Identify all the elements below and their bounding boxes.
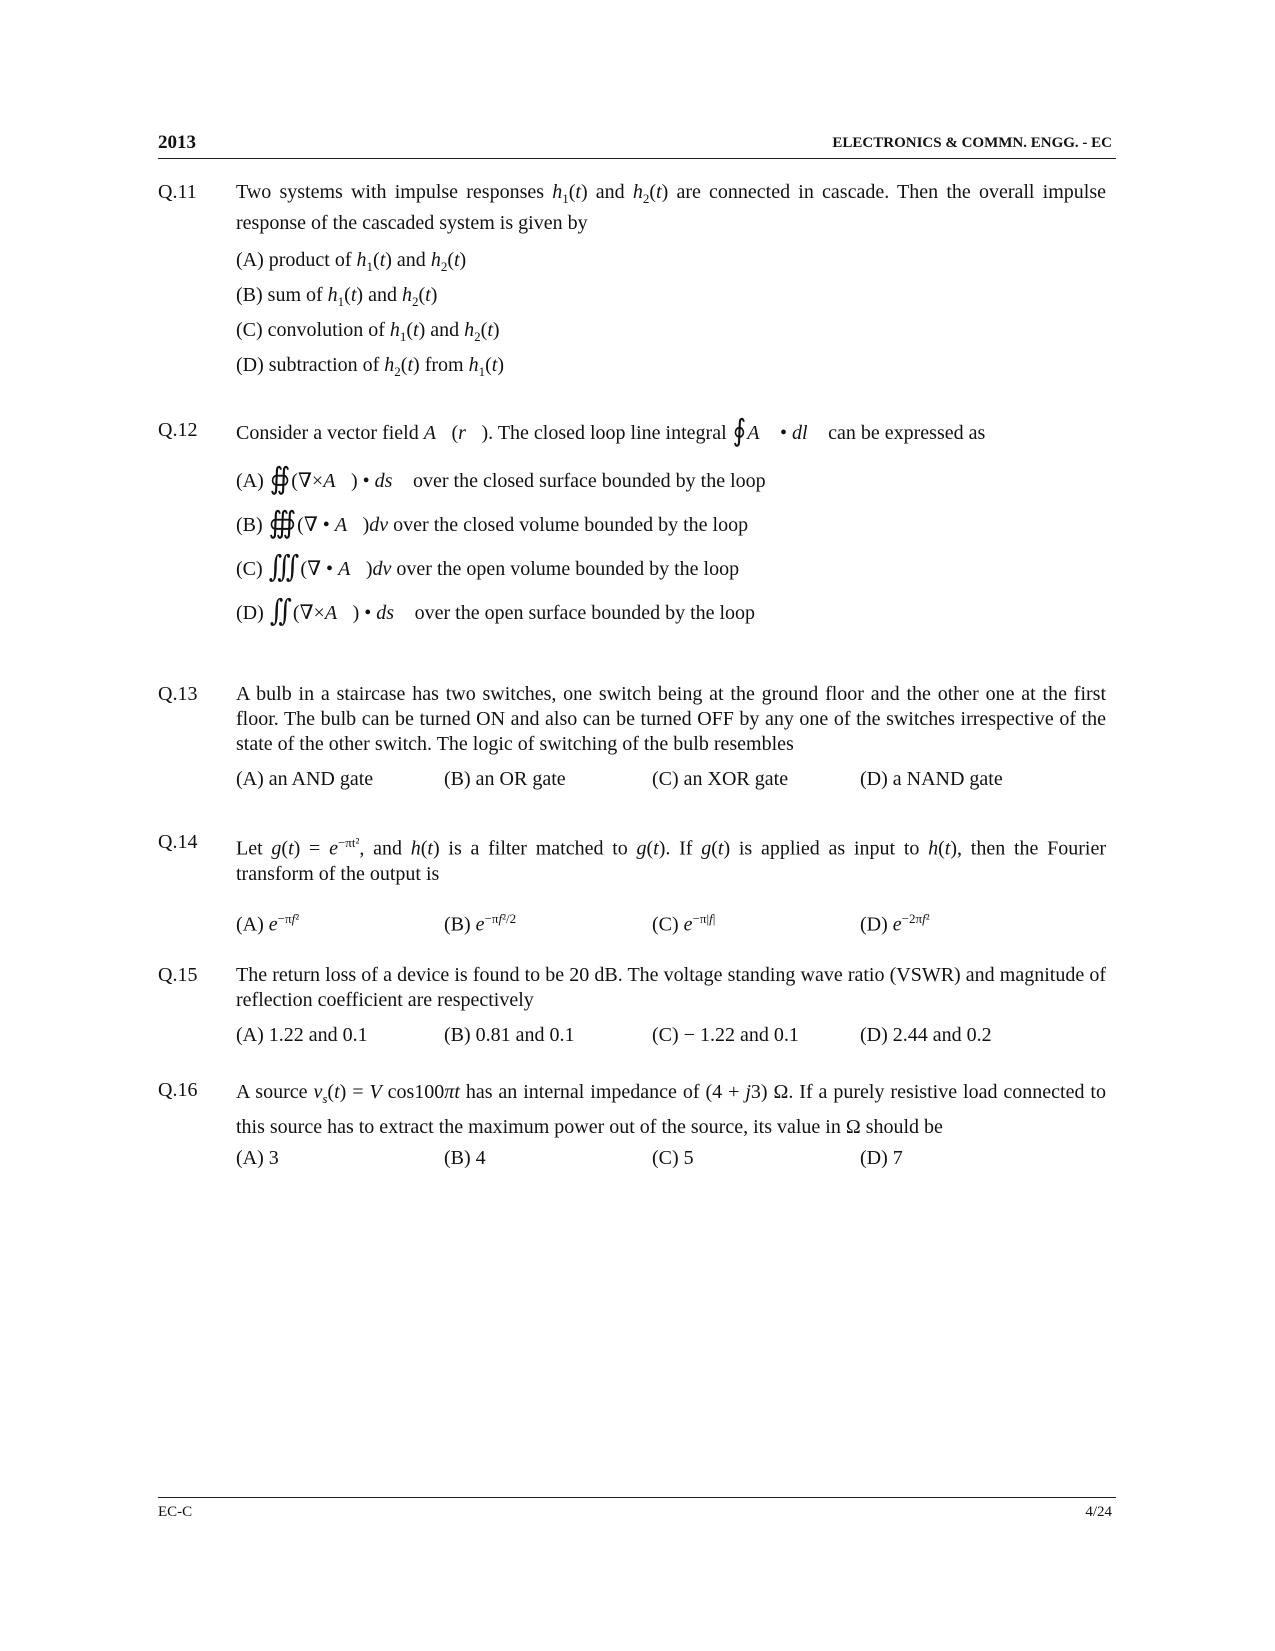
question-text: A source $v_s(t) = V$ cos100πt has an internal impedance of (4 + j3) Ω. If a purely resistive load connected to this source has to extract the maximum power out of the source, its value in Ω should be bbox=[236, 1081, 1106, 1138]
exam-subject: ELECTRONICS & COMMN. ENGG. - EC bbox=[832, 135, 1112, 151]
options bbox=[236, 461, 766, 642]
option-b[interactable]: (B) an OR gate bbox=[444, 768, 566, 790]
question-number: Q.15 bbox=[158, 964, 198, 986]
option-b[interactable]: (B) ∰(∇ • A⃗)dv over the closed volume bounded by the loop bbox=[236, 505, 749, 540]
option-c[interactable]: (C) 5 bbox=[652, 1147, 694, 1169]
question-number: Q.13 bbox=[158, 683, 198, 705]
question-number: Q.16 bbox=[158, 1079, 198, 1101]
option-c[interactable]: (C) $e^{-\pi|f|}$ bbox=[652, 911, 716, 936]
paper-code: EC-C bbox=[158, 1504, 193, 1520]
exam-year: 2013 bbox=[158, 132, 196, 153]
option-a[interactable]: (A) ∯(∇×A⃗) • ds⃗ over the closed surface bounded by the loop bbox=[236, 461, 766, 496]
option-a[interactable]: (A) $e^{-\pi f^2}$ bbox=[236, 911, 300, 936]
option-b[interactable]: (B) $e^{-\pi f^2/2}$ bbox=[444, 911, 517, 936]
question-text: Two systems with impulse responses $h_1(t)$ and $h_2(t)$ are connected in cascade. Then the overall impulse response of the cascaded system is given by bbox=[236, 181, 1106, 234]
option-a[interactable]: (A) 1.22 and 0.1 bbox=[236, 1024, 368, 1046]
page-footer bbox=[158, 1497, 1116, 1520]
question-number: Q.12 bbox=[158, 419, 198, 441]
option-a[interactable]: (A) 3 bbox=[236, 1147, 279, 1169]
question-number: Q.11 bbox=[158, 181, 197, 203]
option-d[interactable]: (D) 7 bbox=[860, 1147, 903, 1169]
option-c[interactable]: (C) an XOR gate bbox=[652, 768, 789, 790]
option-d[interactable]: (D) a NAND gate bbox=[860, 768, 1003, 790]
option-d[interactable]: (D) $e^{-2\pi f^2}$ bbox=[860, 911, 930, 936]
question-text: Let $g(t) = e^{-\pi t^2}$, and h(t) is a filter matched to g(t). If g(t) is applied as input to h(t), then the Fourier transform of the output is bbox=[236, 835, 1106, 885]
option-c[interactable]: (C) convolution of $h_1(t)$ and $h_2(t)$ bbox=[236, 319, 500, 344]
question-number: Q.14 bbox=[158, 831, 198, 853]
options bbox=[236, 1146, 1096, 1176]
option-c[interactable]: (C) ∭(∇ • A⃗)dv over the open volume bounded by the loop bbox=[236, 549, 740, 584]
options bbox=[236, 906, 1096, 936]
option-d[interactable]: (D) ∬(∇×A⃗) • ds⃗ over the open surface bounded by the loop bbox=[236, 593, 756, 628]
option-b[interactable]: (B) 4 bbox=[444, 1147, 486, 1169]
question-text: The return loss of a device is found to be 20 dB. The voltage standing wave ratio (VSWR) and magnitude of reflection coefficient are respectively bbox=[236, 964, 1106, 1011]
option-a[interactable]: (A) an AND gate bbox=[236, 768, 374, 790]
page-header bbox=[158, 128, 1116, 159]
option-b[interactable]: (B) 0.81 and 0.1 bbox=[444, 1024, 575, 1046]
option-b[interactable]: (B) sum of $h_1(t)$ and $h_2(t)$ bbox=[236, 284, 438, 309]
options bbox=[236, 1023, 1096, 1053]
option-d[interactable]: (D) subtraction of $h_2(t)$ from $h_1(t)$ bbox=[236, 354, 504, 379]
options bbox=[236, 248, 504, 388]
option-d[interactable]: (D) 2.44 and 0.2 bbox=[860, 1024, 992, 1046]
question-text: A bulb in a staircase has two switches, one switch being at the ground floor and the other one at the first floor. The bulb can be turned ON and also can be turned OFF by any one of the switches irrespective of the state of the other switch. The logic of switching of the bulb resembles bbox=[236, 683, 1106, 755]
question-text: Consider a vector field A⃗(r⃗). The closed loop line integral ∮A⃗ • dl⃗ can be expressed as bbox=[236, 413, 986, 448]
page-number: 4/24 bbox=[1085, 1504, 1112, 1520]
option-a[interactable]: (A) product of $h_1(t)$ and $h_2(t)$ bbox=[236, 249, 467, 274]
options bbox=[236, 767, 1096, 797]
option-c[interactable]: (C) − 1.22 and 0.1 bbox=[652, 1024, 799, 1046]
